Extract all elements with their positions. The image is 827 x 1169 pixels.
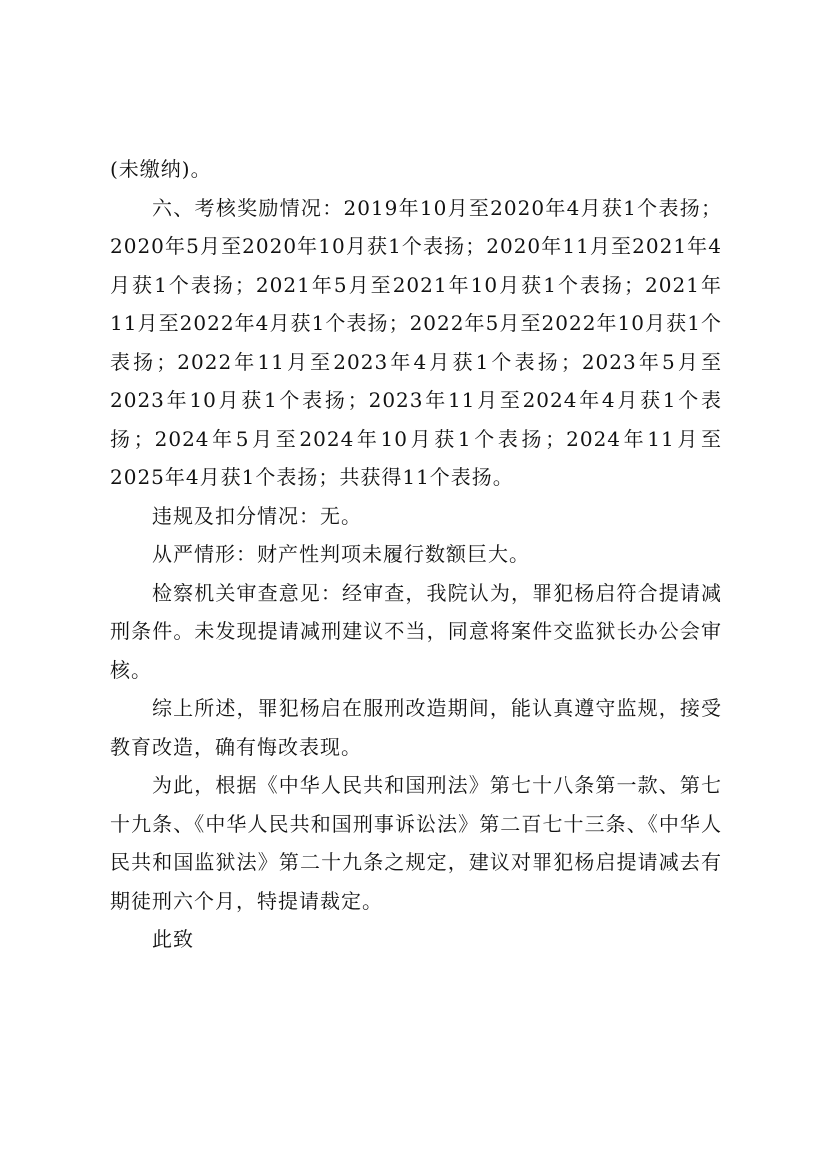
paragraph-unpaid-note: (未缴纳)。	[110, 157, 212, 181]
paragraph-legal-basis: 为此，根据《中华人民共和国刑法》第七十八条第一款、第七十九条、《中华人民共和国刑事诉讼法》第二百七十三条、《中华人民共和国监狱法》第二十九条之规定，建议对罪犯杨启提请减去有期徒刑六个月，特提请裁定。	[110, 773, 722, 913]
paragraph-violations: 违规及扣分情况：无。	[152, 503, 362, 528]
paragraph-salutation: 此致	[152, 927, 194, 951]
paragraph-summary: 综上所述，罪犯杨启在服刑改造期间，能认真遵守监规，接受教育改造，确有悔改表现。	[110, 696, 722, 759]
paragraph-procuratorate-opinion: 检察机关审查意见：经审查，我院认为，罪犯杨启符合提请减刑条件。未发现提请减刑建议不当，同意将案件交监狱长办公会审核。	[110, 580, 722, 682]
paragraph-strict-circumstances: 从严情形：财产性判项未履行数额巨大。	[152, 542, 530, 566]
document-body	[110, 150, 722, 959]
paragraph-rewards: 六、考核奖励情况：2019年10月至2020年4月获1个表扬；2020年5月至2020年10月获1个表扬；2020年11月至2021年4月获1个表扬；2021年5月至2021年10月获1个表扬；2021年11月至2022年4月获1个表扬；2022年5月至2022年10月获1个表扬；2022年11月至2023年4月获1个表扬；2023年5月至2023年10月获1个表扬；2023年11月至2024年4月获1个表扬；2024年5月至2024年10月获1个表扬；2024年11月至2025年4月获1个表扬；共获得11个表扬。	[110, 195, 722, 489]
